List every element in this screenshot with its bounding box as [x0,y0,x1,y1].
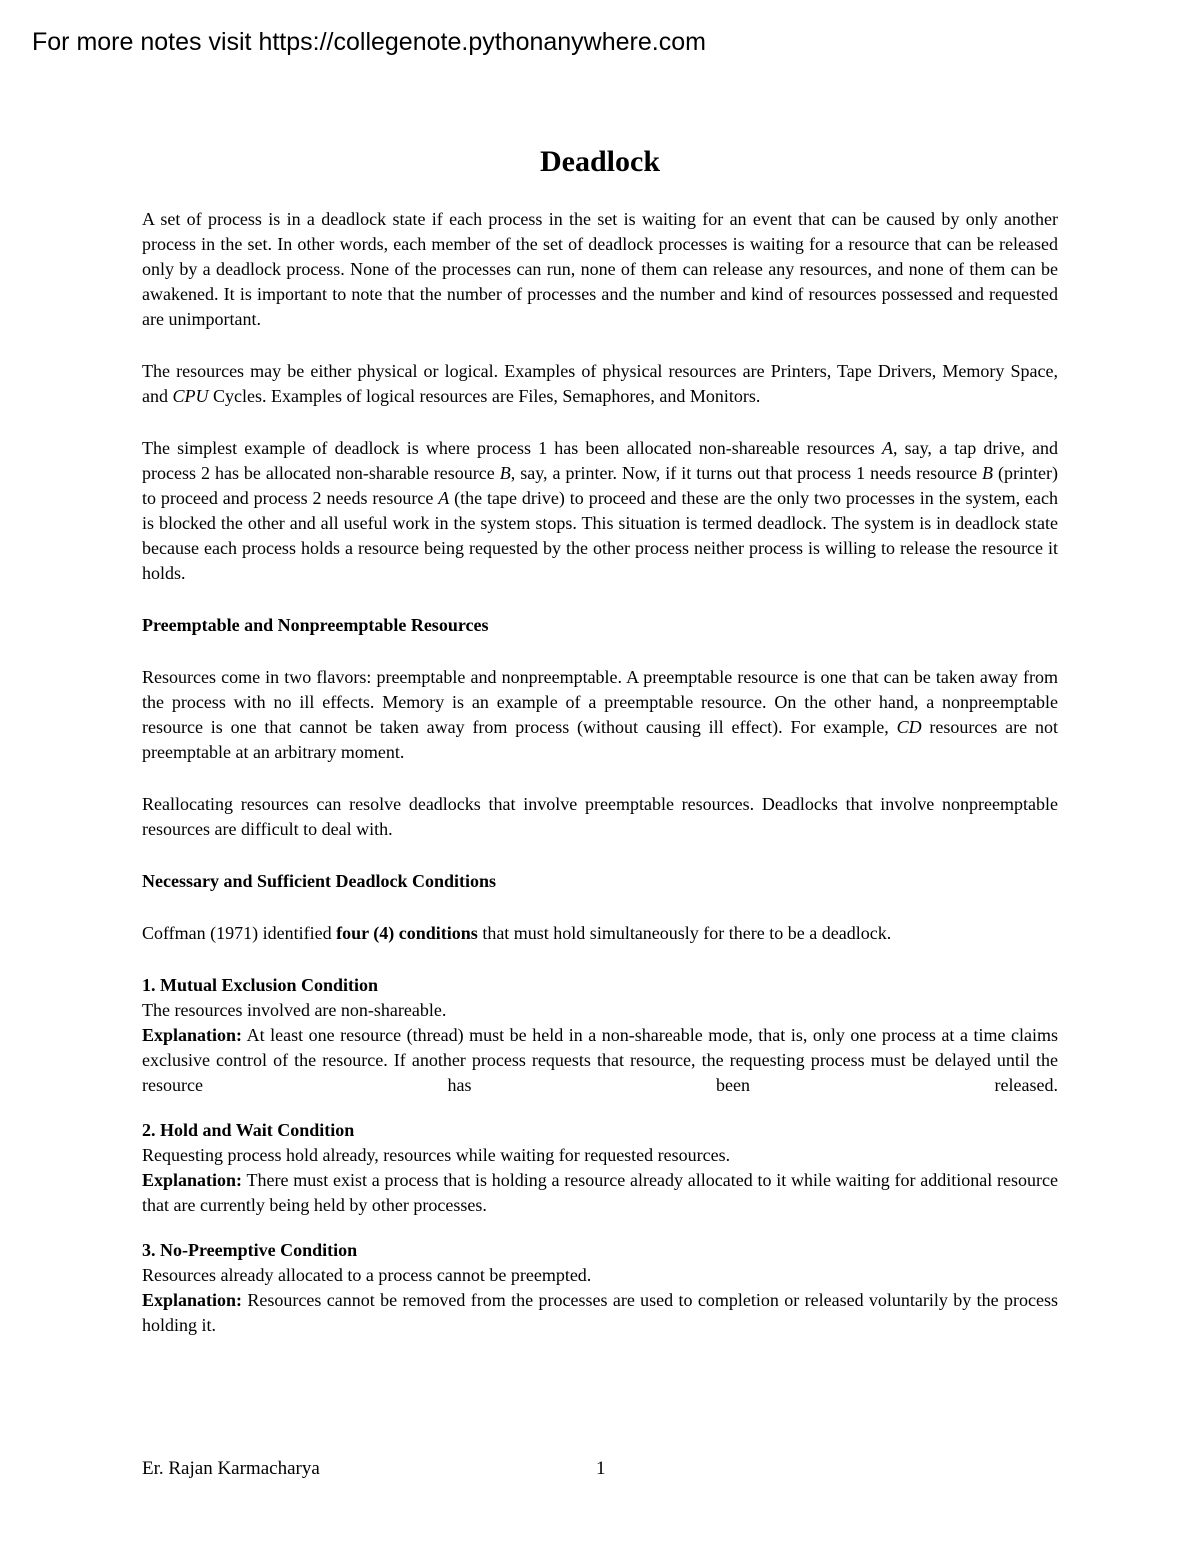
section-heading-conditions: Necessary and Sufficient Deadlock Conditions [142,871,497,891]
intro-paragraph-3: The simplest example of deadlock is where process 1 has been allocated non-shareable resources A, say, a tap drive, and process 2 has be allocated non-sharable resource B, say, a printer. Now, if it turns out that process 1 needs resource B (printer) to proceed and process 2 needs resource A (the tape drive) to proceed and these are the only two processes in the system, each is blocked the other and all useful work in the system stops. This situation is termed deadlock. The system is in deadlock state because each process holds a resource being requested by the other process neither process is willing to release the resource it holds. [142,438,1059,583]
condition-explanation: Explanation: At least one resource (thread) must be held in a non-shareable mode, that is, only one process at a time claims exclusive control of the resource. If another process requests that resource, the requesting process must be delayed until the resource has been released. [142,1025,1058,1095]
condition-explanation: Explanation: There must exist a process that is holding a resource already allocated to it while waiting for additional resource that are currently being held by other processes. [142,1170,1058,1215]
condition-explanation: Explanation: Resources cannot be removed from the processes are used to completion or released voluntarily by the process holding it. [142,1290,1058,1335]
condition-description: The resources involved are non-shareable. [142,1000,447,1020]
footer-author: Er. Rajan Karmacharya [142,1458,320,1479]
intro-paragraph-1: A set of process is in a deadlock state if each process in the set is waiting for an event that can be caused by only another process in the set. In other words, each member of the set of deadlock processes is waiting for a resource that can be released only by a deadlock process. None of the processes can run, none of them can release any resources, and none of them can be awakened. It is important to note that the number of processes and the number and kind of resources possessed and requested are unimportant. [142,209,1058,329]
intro-paragraph-2: The resources may be either physical or logical. Examples of physical resources are Printers, Tape Drivers, Memory Space, and CPU Cycles. Examples of logical resources are Files, Semaphores, and Monitors. [142,361,1058,406]
condition-mutual-exclusion [142,973,1058,1098]
document-body [142,142,1058,1358]
preempt-paragraph-1: Resources come in two flavors: preemptable and nonpreemptable. A preemptable resource is one that can be taken away from the process with no ill effects. Memory is an example of a preemptable resource. On the other hand, a nonpreemptable resource is one that cannot be taken away from process (without causing ill effect). For example, CD resources are not preemptable at an arbitrary moment. [142,667,1058,762]
conditions-intro: Coffman (1971) identified four (4) conditions that must hold simultaneously for there to be a deadlock. [142,923,892,943]
condition-description: Requesting process hold already, resources while waiting for requested resources. [142,1145,731,1165]
page-number: 1 [596,1458,606,1479]
section-heading-preemptable: Preemptable and Nonpreemptable Resources [142,615,489,635]
condition-title: 3. No-Preemptive Condition [142,1240,358,1260]
condition-hold-and-wait [142,1118,1058,1218]
site-banner: For more notes visit https://collegenote.pythonanywhere.com [32,28,706,56]
preempt-paragraph-2: Reallocating resources can resolve deadlocks that involve preemptable resources. Deadlocks that involve nonpreemptable resources are difficult to deal with. [142,794,1058,839]
condition-title: 2. Hold and Wait Condition [142,1120,355,1140]
condition-no-preemption [142,1238,1058,1338]
page-title: Deadlock [540,145,660,178]
condition-title: 1. Mutual Exclusion Condition [142,975,379,995]
condition-description: Resources already allocated to a process cannot be preempted. [142,1265,592,1285]
